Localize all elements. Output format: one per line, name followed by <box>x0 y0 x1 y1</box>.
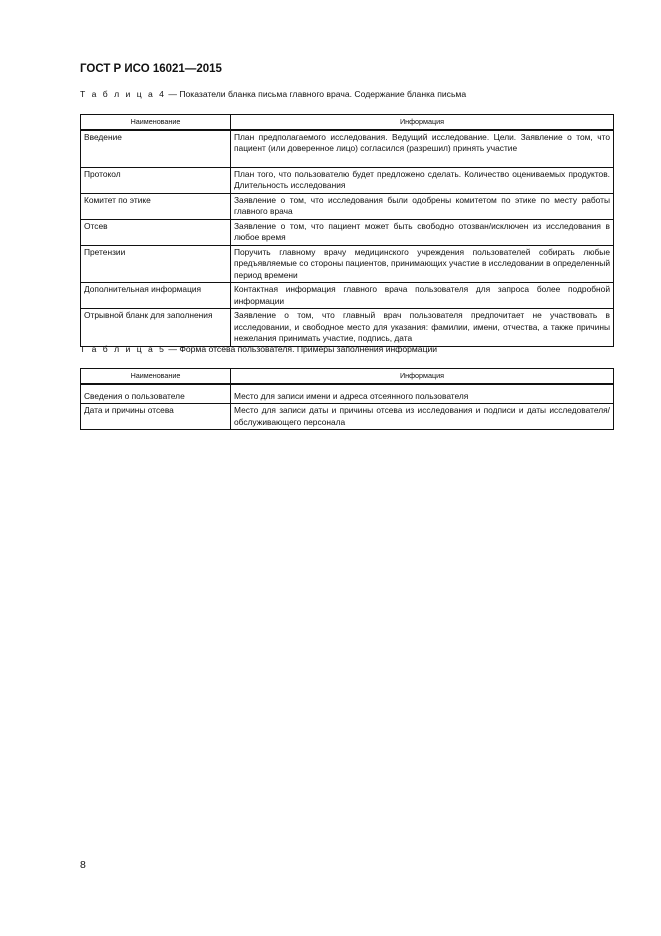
table5-caption-prefix: Т а б л и ц а 5 <box>80 344 166 354</box>
table-row <box>81 167 614 193</box>
table5-col-info: Информация <box>231 369 614 384</box>
table-row <box>81 193 614 219</box>
table-row <box>81 404 614 430</box>
row-info: Контактная информация главного врача пользователя для запроса более подробной информации <box>231 283 614 309</box>
table5-caption-text: — Форма отсева пользователя. Примеры заполнения информации <box>165 344 438 354</box>
table4-col-name: Наименование <box>81 115 231 130</box>
row-name: Отсев <box>81 219 231 245</box>
row-info: Заявление о том, что исследования были одобрены комитетом по этике по месту работы главного врача <box>231 193 614 219</box>
row-name: Введение <box>81 130 231 168</box>
table-row <box>81 130 614 168</box>
row-info: Поручить главному врачу медицинского учреждения пользователей собирать любые предъявляемые со стороны пациентов, принимающих участие в исследовании в определенный период времени <box>231 245 614 283</box>
table4-col-info: Информация <box>231 115 614 130</box>
row-name: Отрывной бланк для заполнения <box>81 309 231 347</box>
document-header: ГОСТ Р ИСО 16021—2015 <box>80 63 222 75</box>
row-info: План того, что пользователю будет предложено сделать. Количество оцениваемых продуктов. Длительность исследования <box>231 167 614 193</box>
row-name: Протокол <box>81 167 231 193</box>
row-name: Претензии <box>81 245 231 283</box>
table4-caption-prefix: Т а б л и ц а 4 <box>80 89 166 99</box>
table5 <box>80 368 614 430</box>
table5-col-name: Наименование <box>81 369 231 384</box>
table5-caption <box>80 344 437 354</box>
row-info: Место для записи даты и причины отсева из исследования и подписи и даты исследователя/обслуживающего персонала <box>231 404 614 430</box>
table4-header-row <box>81 115 614 130</box>
table-row <box>81 219 614 245</box>
table4 <box>80 114 614 347</box>
page-number: 8 <box>80 859 86 871</box>
table5-header-row <box>81 369 614 384</box>
table4-caption-text: — Показатели бланка письма главного врача. Содержание бланка письма <box>165 89 467 99</box>
row-info: Заявление о том, что главный врач пользователя предпочитает не участвовать в исследовании, и свободное место для указания: фамилии, имени, отчества, а также причины нежелания принимать участие, подпись, дата <box>231 309 614 347</box>
row-info: План предполагаемого исследования. Ведущий исследование. Цели. Заявление о том, что пациент (или доверенное лицо) согласился (разрешил) принять участие <box>231 130 614 168</box>
row-name: Сведения о пользователе <box>81 384 231 404</box>
row-info: Заявление о том, что пациент может быть свободно отозван/исключен из исследования в любое время <box>231 219 614 245</box>
table-row <box>81 309 614 347</box>
row-name: Дополнительная информация <box>81 283 231 309</box>
row-info: Место для записи имени и адреса отсеянного пользователя <box>231 384 614 404</box>
table-row <box>81 283 614 309</box>
row-name: Дата и причины отсева <box>81 404 231 430</box>
row-name: Комитет по этике <box>81 193 231 219</box>
table4-caption <box>80 89 466 99</box>
table-row <box>81 245 614 283</box>
table-row <box>81 384 614 404</box>
